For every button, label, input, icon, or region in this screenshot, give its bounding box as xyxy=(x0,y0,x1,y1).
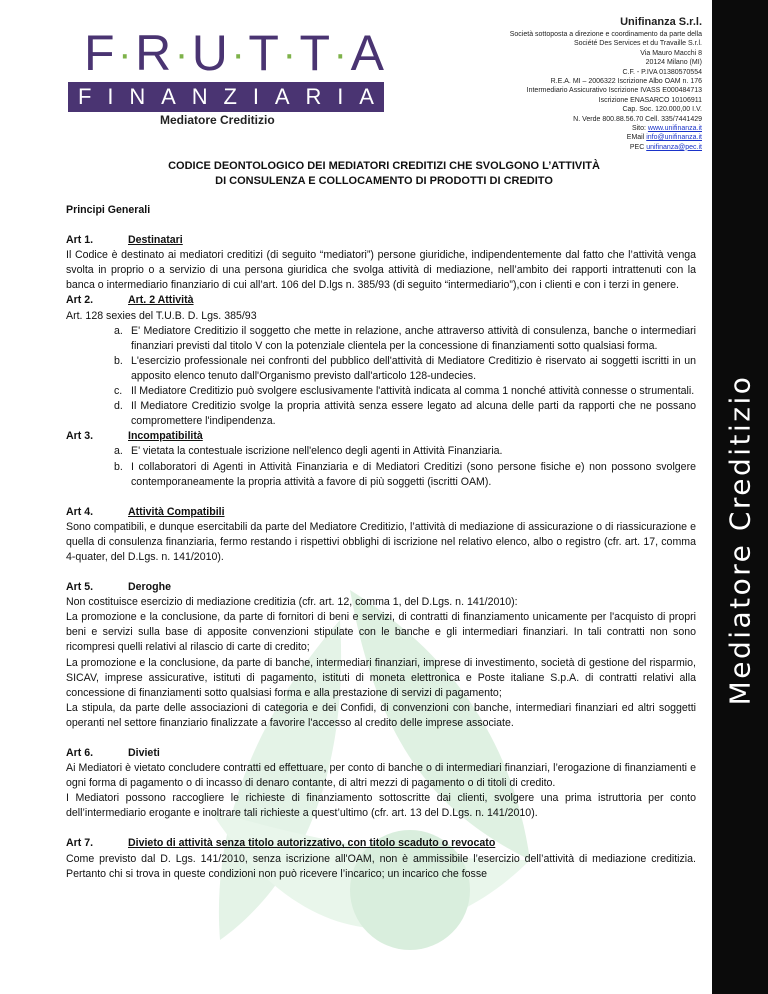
logo-letter: A xyxy=(350,25,384,81)
band-letter: A xyxy=(274,84,290,109)
band-letter: R xyxy=(305,84,322,109)
article-6-text: Ai Mediatori è vietato concludere contratti ed effettuare, per conto di banche o di intermediari finanziari, l’erogazione di finanziamenti e ogni forma di pagamento o di incasso di denaro contante, di altri mezzi di pagamento o di titoli di credito. xyxy=(66,762,696,790)
company-pec: PEC unifinanza@pec.it xyxy=(629,143,702,151)
band-letter: Z xyxy=(223,84,237,109)
article-5-text: La stipula, da parte delle associazioni di categoria e dei Confidi, di convenzioni con banche, intermediari finanziari ed altri soggetti operanti nel settore finanziario finalizzate a favorire l'accesso al credito delle imprese associate. xyxy=(66,701,696,729)
article-3-heading: Art 3. Incompatibilità xyxy=(66,430,203,443)
article-5-heading: Art 5. Deroghe xyxy=(66,581,171,594)
email-link[interactable]: info@unifinanza.it xyxy=(646,134,702,142)
list-item: b. I collaboratori di Agenti in Attività Finanziaria e di Mediatori Creditizi (sono persone fisiche e) non possono svolgere contemporaneamente la propria attività a favore di più soggetti (iscritti OAM). xyxy=(114,460,696,488)
list-item: c. Il Mediatore Creditizio può svolgere esclusivamente l'attività indicata al comma 1 nonché attività connesse o strumentali. xyxy=(114,385,695,398)
section-heading: Principi Generali xyxy=(66,204,151,216)
logo-letter: T xyxy=(299,25,331,81)
company-line: Société Des Services et du Travaille S.r.l. xyxy=(574,40,702,48)
logo-letter: F xyxy=(84,25,115,81)
document-title: CODICE DEONTOLOGICO DEI MEDIATORI CREDITIZI CHE SVOLGONO L’ATTIVITÀ DI CONSULENZA E COLLOCAMENTO DI PRODOTTI DI CREDITO xyxy=(168,160,600,187)
logo-finanziaria-band xyxy=(68,82,384,112)
company-line: 20124 Milano (MI) xyxy=(645,59,702,67)
band-letter: A xyxy=(161,84,176,109)
logo-dot: · xyxy=(118,31,132,76)
article-6-text: I Mediatori possono raccogliere le richieste di finanziamento sottoscritte dai clienti, svolgere una prima istruttoria per conto dell’intermediario erogante e inoltrare tali richieste a quest’ultimo (cfr. art. 13 del D.Lgs. n. 141/2010). xyxy=(66,792,696,820)
list-item: d. Il Mediatore Creditizio svolge la propria attività senza essere legato ad alcuna delle parti da rapporti che ne possano compromettere l'indipendenza. xyxy=(114,400,696,428)
company-line: Cap. Soc. 120.000,00 I.V. xyxy=(622,106,702,114)
article-1-text: Il Codice è destinato ai mediatori creditizi (di seguito “mediatori”) persone giuridiche, indipendentemente dal fatto che l’attività venga svolta in proprio o a servizio di una persona giuridica che svolga attività di mediazione, nell’ambito dei rapporti intrattenuti con la banca o intermediario finanziario di cui all’art. 106 del D.lgs n. 385/93 (di seguito “intermediario”),con i clienti e con i terzi in genere. xyxy=(66,249,696,292)
list-item: a. E' Mediatore Creditizio il soggetto che mette in relazione, anche attraverso attività di consulenza, banche o intermediari finanziari previsti dal titolo V con la potenziale clientela per la concessione di finanziamenti sotto qualsiasi forma. xyxy=(114,324,696,352)
article-6-heading: Art 6. Divieti xyxy=(66,747,160,759)
company-line: C.F. - P.IVA 01380570554 xyxy=(622,68,702,76)
band-letter: I xyxy=(107,84,114,109)
logo-letter: R xyxy=(135,25,172,81)
article-7-text: Come previsto dal D. Lgs. 141/2010, senza iscrizione all'OAM, non è ammissibile l’esercizio dell’attività di mediazione creditizia. Pertanto chi si trova in queste condizioni non può ricevere l’incarico; un incarico che fosse xyxy=(66,852,696,880)
article-4-text: Sono compatibili, e dunque esercitabili da parte del Mediatore Creditizio, l’attività di mediazione di assicurazione o di riassicurazione e quella di consulenza finanziaria, fermo restando i rispettivi obblighi di iscrizione nel relativo elenco, albo o registro (cfr. art. 17, comma 4-quater, del D.Lgs. n. 141/2010). xyxy=(66,520,696,563)
logo-dot: · xyxy=(282,31,296,76)
company-line: N. Verde 800.88.56.70 Cell. 335/7441429 xyxy=(573,115,702,123)
logo-letter: U xyxy=(191,25,228,81)
article-2-heading: Art 2. Art. 2 Attività xyxy=(66,294,194,307)
company-line: Iscrizione ENASARCO 10106911 xyxy=(598,96,702,104)
document-body xyxy=(66,203,696,882)
article-5-text: La promozione e la conclusione, da parte di fornitori di beni e servizi, di contratti di finanziamento unicamente per l'acquisto di propri beni e servizi sulla base di apposite convenzioni stipulate con le banche e gli intermediari finanziari. In tali contratti non sono ricompresi quelli relativi al rilascio di carte di credito; xyxy=(66,611,696,654)
company-line: Società sottoposta a direzione e coordinamento da parte della xyxy=(509,31,702,38)
logo-subtitle: Mediatore Creditizio xyxy=(160,113,275,127)
company-email: EMail info@unifinanza.it xyxy=(626,134,702,142)
article-5-text: La promozione e la conclusione, da parte di banche, intermediari finanziari, imprese di investimento, società di gestione del risparmio, SICAV, imprese assicurative, istituti di pagamento, istituti di moneta elettronica e Poste italiane S.p.A. di contratti relativi alla concessione di finanziamenti sotto qualsiasi forma e alla prestazione di servizi di pagamento; xyxy=(66,656,696,699)
logo-letter: T xyxy=(248,25,279,81)
band-letter: N xyxy=(191,84,208,109)
article-4-heading: Art 4. Attività Compatibili xyxy=(66,505,225,518)
article-1-heading: Art 1. Destinatari xyxy=(66,234,183,247)
site-link[interactable]: www.unifinanza.it xyxy=(647,125,702,133)
band-letter: F xyxy=(78,84,92,109)
band-letter: I xyxy=(337,84,344,109)
company-line: R.E.A. MI – 2006322 Iscrizione Albo OAM n. 176 xyxy=(550,78,702,86)
company-line: Intermediario Assicurativo Iscrizione IVASS E000484713 xyxy=(526,87,702,95)
logo-dot: · xyxy=(333,31,347,76)
pec-link[interactable]: unifinanza@pec.it xyxy=(646,143,702,151)
logo-frutta xyxy=(84,26,384,80)
list-item: b. L'esercizio professionale nei confronti del pubblico dell'attività di Mediatore Creditizio è riservato ai soggetti iscritti in un apposito elenco tenuto dall'Organismo previsto dall'articolo 128-undecies. xyxy=(114,354,696,382)
side-label: Mediatore Creditizio xyxy=(723,374,757,706)
article-7-heading: Art 7. Divieto di attività senza titolo autorizzativo, con titolo scaduto o revocato xyxy=(66,837,496,850)
band-letter: I xyxy=(252,84,259,109)
band-letter: A xyxy=(359,84,374,109)
article-2-intro: Art. 128 sexies del T.U.B. D. Lgs. 385/93 xyxy=(66,309,257,322)
company-info xyxy=(382,14,702,152)
article-5-text: Non costituisce esercizio di mediazione creditizia (cfr. art. 12, comma 1, del D.Lgs. n. 141/2010): xyxy=(66,596,518,609)
company-line: Via Mauro Macchi 8 xyxy=(640,49,702,57)
logo-dot: · xyxy=(231,31,245,76)
logo-dot: · xyxy=(174,31,189,76)
company-name: Unifinanza S.r.l. xyxy=(620,16,702,28)
list-item: a. E' vietata la contestuale iscrizione nell'elenco degli agenti in Attività Finanziaria. xyxy=(114,445,503,458)
company-site: Sito: www.unifinanza.it xyxy=(631,125,702,133)
band-letter: N xyxy=(129,84,146,109)
